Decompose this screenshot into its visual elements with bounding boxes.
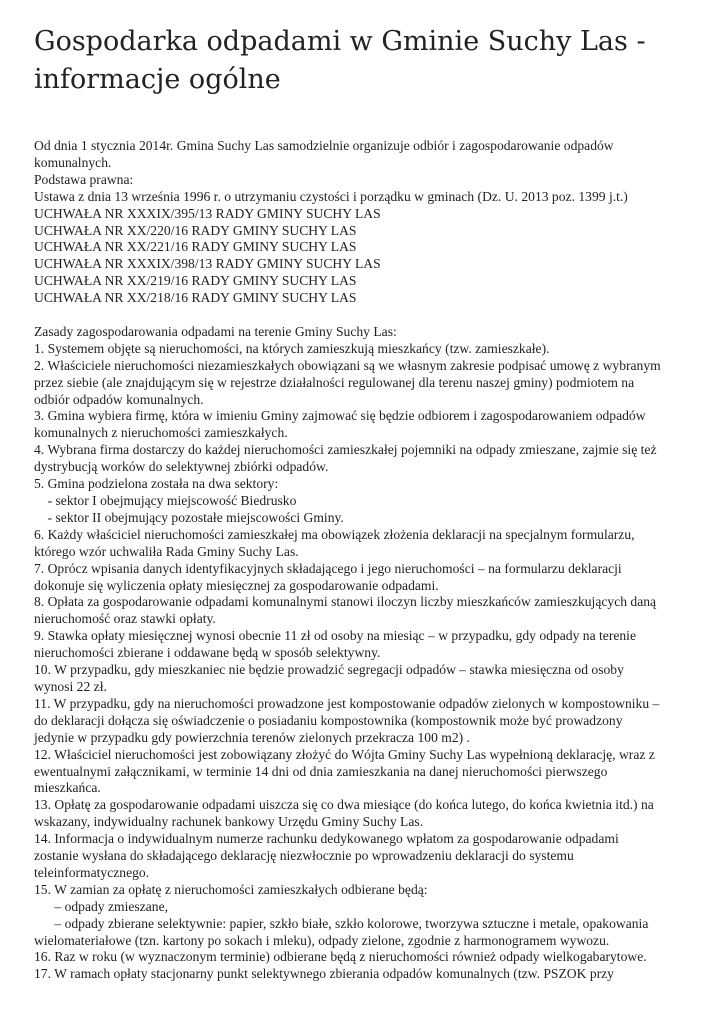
document-page (34, 0, 702, 983)
text-line: Podstawa prawna: (34, 171, 134, 187)
text-line: jedynie w przypadku gdy powierzchnia terenów zielonych przekracza 100 m2) . (34, 729, 470, 745)
text-line: 8. Opłata za gospodarowanie odpadami komunalnymi stanowi iloczyn liczby mieszkańców zamieszkujących daną (34, 594, 657, 610)
text-line: 12. Właściciel nieruchomości jest zobowiązany złożyć do Wójta Gminy Suchy Las wypełnioną deklarację, wraz z (34, 746, 655, 762)
text-line: ewentualnymi załącznikami, w terminie 14 dni od dnia zamieszkania na danej nieruchomości pierwszego (34, 763, 608, 779)
text-line: UCHWAŁA NR XX/218/16 RADY GMINY SUCHY LAS (34, 290, 357, 306)
text-line: - sektor I obejmujący miejscowość Biedrusko (34, 493, 297, 509)
text-line: 6. Każdy właściciel nieruchomości zamieszkałej ma obowiązek złożenia deklaracji na specjalnym formularzu, (34, 526, 635, 542)
text-line: do deklaracji dołącza się oświadczenie o posiadaniu kompostownika (kompostownik może być prowadzony (34, 712, 623, 728)
text-line: Zasady zagospodarowania odpadami na terenie Gminy Suchy Las: (34, 323, 397, 339)
text-line: 10. W przypadku, gdy mieszkaniec nie będzie prowadzić segregacji odpadów – stawka miesięczna od osoby (34, 662, 624, 678)
text-line: UCHWAŁA NR XXXIX/398/13 RADY GMINY SUCHY LAS (34, 256, 381, 272)
text-line: Od dnia 1 stycznia 2014r. Gmina Suchy Las samodzielnie organizuje odbiór i zagospodarowanie odpadów (34, 138, 614, 153)
text-line: 5. Gmina podzielona została na dwa sektory: (34, 476, 279, 492)
text-line: komunalnych. (34, 154, 112, 170)
text-line: teleinformatycznego. (34, 864, 150, 880)
text-line: Ustawa z dnia 13 września 1996 r. o utrzymaniu czystości i porządku w gminach (Dz. U. 2013 poz. 1399 j.t.) (34, 188, 628, 204)
text-line: 16. Raz w roku (w wyznaczonym terminie) odbierane będą z nieruchomości również odpady wielkogabarytowe. (34, 949, 647, 965)
text-line: 14. Informacja o indywidualnym numerze rachunku dedykowanego wpłatom za gospodarowanie odpadami (34, 831, 619, 847)
text-line: wskazany, indywidualny rachunek bankowy Urzędu Gminy Suchy Las. (34, 814, 424, 830)
text-line: przez siebie (ale znajdującym się w rejestrze działalności regulowanej dla terenu naszej gminy) podmiotem na (34, 374, 635, 390)
text-line: 4. Wybrana firma dostarczy do każdej nieruchomości zamieszkałej pojemniki na odpady zmieszane, zajmie się też (34, 442, 657, 458)
text-line: zostanie wysłana do składającego deklarację niezwłocznie po wprowadzeniu deklaracji do systemu (34, 848, 574, 864)
text-line: 17. W ramach opłaty stacjonarny punkt selektywnego zbierania odpadów komunalnych (tzw. PSZOK przy (34, 966, 614, 982)
text-line: odbiór odpadów komunalnych. (34, 391, 204, 407)
text-line: UCHWAŁA NR XX/219/16 RADY GMINY SUCHY LAS (34, 273, 357, 289)
text-line: wielomateriałowe (tzn. kartony po sokach i mleku), odpady zielone, zgodnie z harmonogramem wywozu. (34, 932, 610, 948)
text-line: 13. Opłatę za gospodarowanie odpadami uiszcza się co dwa miesiące (do końca lutego, do końca kwietnia itd.) na (34, 797, 654, 813)
text-line: komunalnych z nieruchomości zamieszkałych. (34, 425, 288, 441)
text-line: 1. Systemem objęte są nieruchomości, na których zamieszkują mieszkańcy (tzw. zamieszkałe). (34, 340, 550, 356)
text-line: dokonuje się wyliczenia opłaty miesięcznej za gospodarowanie odpadami. (34, 577, 439, 593)
page-title: Gospodarka odpadami w Gminie Suchy Las - informacje ogólne (34, 26, 646, 95)
text-line: UCHWAŁA NR XX/220/16 RADY GMINY SUCHY LAS (34, 222, 357, 238)
text-line: UCHWAŁA NR XX/221/16 RADY GMINY SUCHY LAS (34, 239, 357, 255)
text-line: 15. W zamian za opłatę z nieruchomości zamieszkałych odbierane będą: (34, 881, 428, 897)
text-line: którego wzór uchwaliła Rada Gminy Suchy Las. (34, 543, 299, 559)
text-line: – odpady zbierane selektywnie: papier, szkło białe, szkło kolorowe, tworzywa sztuczne i metale, opakowania (34, 915, 649, 931)
text-line: 11. W przypadku, gdy na nieruchomości prowadzone jest kompostowanie odpadów zielonych w kompostowniku – (34, 695, 660, 711)
paragraph-spacer (34, 307, 702, 324)
text-line: nieruchomość oraz stawki opłaty. (34, 611, 216, 627)
text-line: 2. Właściciele nieruchomości niezamieszkałych obowiązani są we własnym zakresie podpisać umowę z wybranym (34, 357, 661, 373)
text-line: 7. Oprócz wpisania danych identyfikacyjnych składającego i jego nieruchomości – na formularzu deklaracji (34, 560, 622, 576)
text-line: UCHWAŁA NR XXXIX/395/13 RADY GMINY SUCHY LAS (34, 205, 381, 221)
text-line: - sektor II obejmujący pozostałe miejscowości Gminy. (34, 509, 344, 525)
text-line: 9. Stawka opłaty miesięcznej wynosi obecnie 11 zł od osoby na miesiąc – w przypadku, gdy odpady na terenie (34, 628, 636, 644)
text-line: wynosi 22 zł. (34, 678, 107, 694)
text-line: dystrybucją worków do selektywnej zbiórki odpadów. (34, 459, 329, 475)
text-line: mieszkańca. (34, 780, 101, 796)
article-body (34, 138, 702, 983)
text-line: – odpady zmieszane, (34, 898, 169, 914)
text-line: 3. Gmina wybiera firmę, która w imieniu Gminy zajmować się będzie odbiorem i zagospodarowaniem odpadów (34, 408, 646, 424)
text-line: nieruchomości zbierane i oddawane będą w sposób selektywny. (34, 645, 381, 661)
